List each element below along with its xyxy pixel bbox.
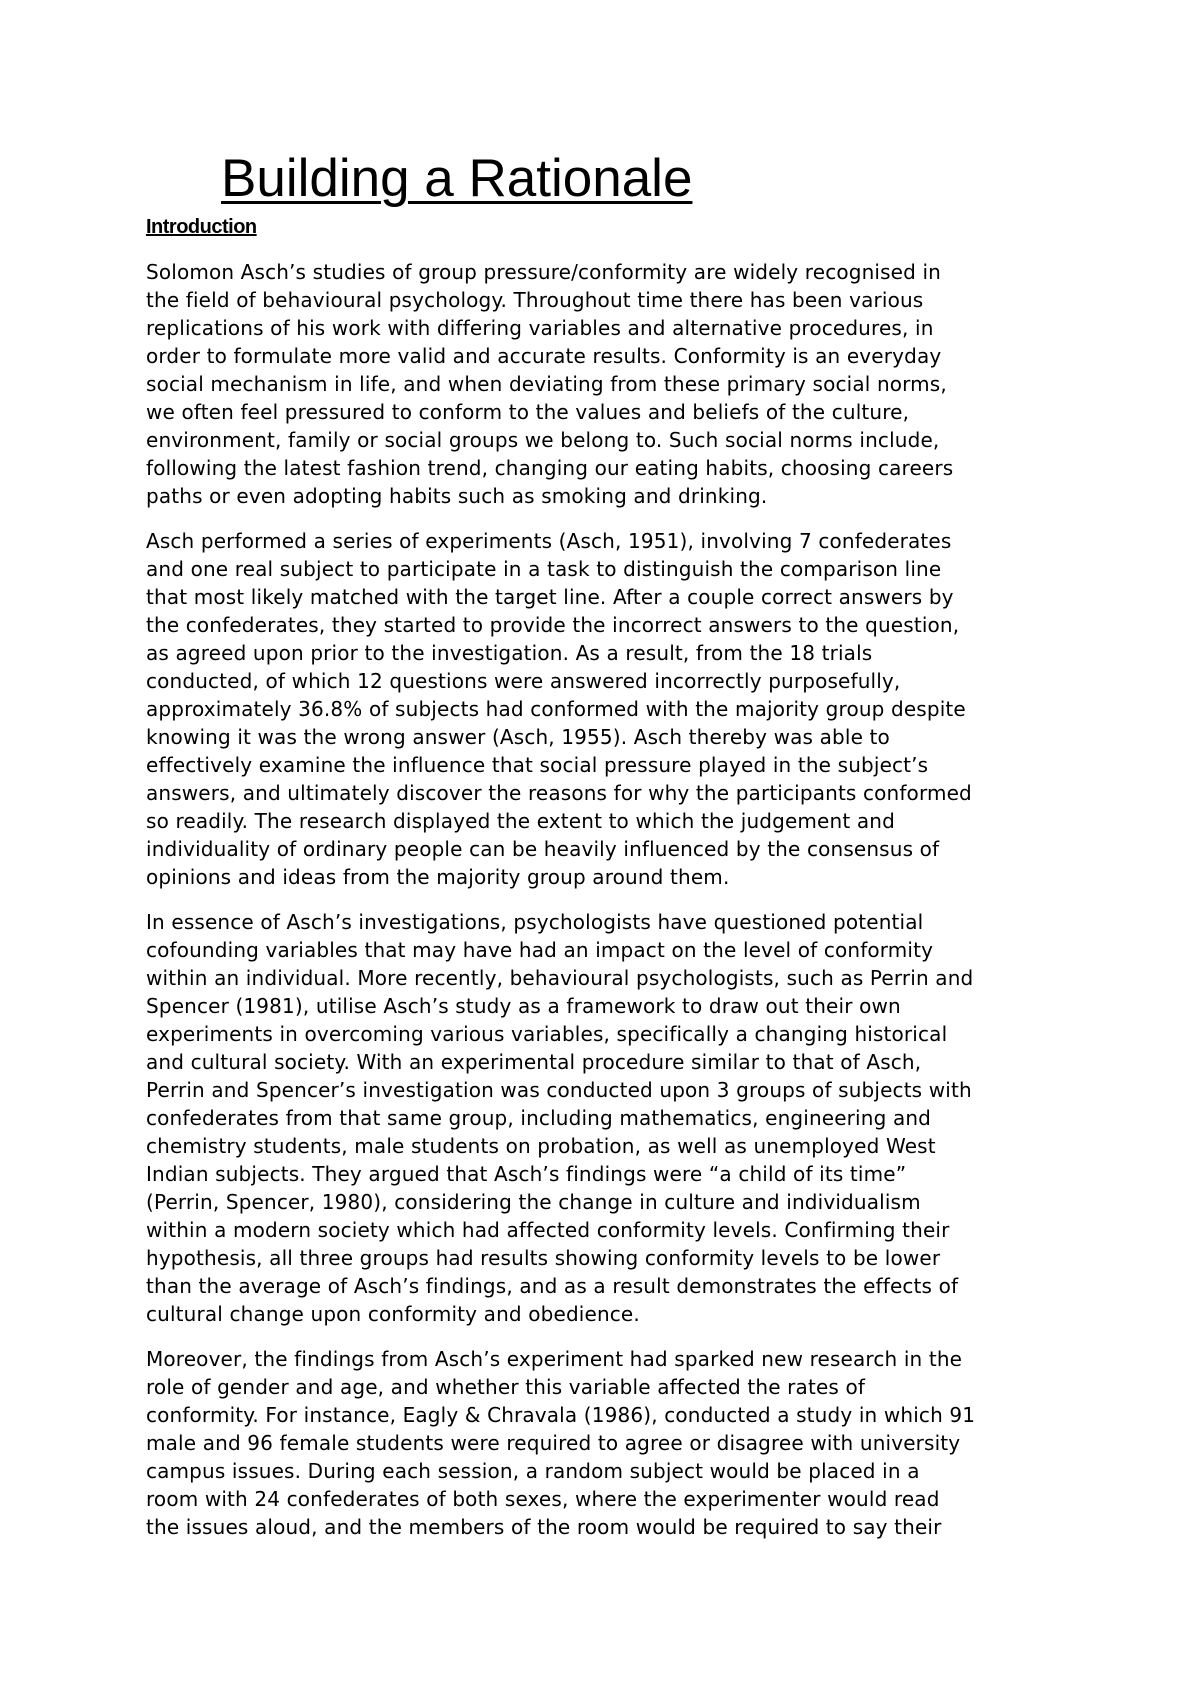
- text-line: cofounding variables that may have had an impact on the level of conformity: [146, 938, 934, 962]
- text-line: following the latest fashion trend, changing our eating habits, choosing careers: [146, 456, 954, 480]
- text-line: within an individual. More recently, behavioural psychologists, such as Perrin and: [146, 966, 974, 990]
- paragraph-1: [146, 258, 1076, 510]
- text-line: and one real subject to participate in a task to distinguish the comparison line: [146, 557, 942, 581]
- text-line: cultural change upon conformity and obedience.: [146, 1302, 640, 1326]
- text-line: knowing it was the wrong answer (Asch, 1955). Asch thereby was able to: [146, 725, 890, 749]
- text-line: that most likely matched with the target line. After a couple correct answers by: [146, 585, 954, 609]
- text-line: order to formulate more valid and accurate results. Conformity is an everyday: [146, 344, 942, 368]
- text-line: room with 24 confederates of both sexes, where the experimenter would read: [146, 1487, 940, 1511]
- text-line: as agreed upon prior to the investigation. As a result, from the 18 trials: [146, 641, 873, 665]
- section-heading: Introduction: [146, 216, 257, 238]
- text-line: conformity. For instance, Eagly & Chravala (1986), conducted a study in which 91: [146, 1403, 976, 1427]
- text-line: chemistry students, male students on probation, as well as unemployed West: [146, 1134, 936, 1158]
- text-line: individuality of ordinary people can be heavily influenced by the consensus of: [146, 837, 940, 861]
- text-line: Solomon Asch’s studies of group pressure/conformity are widely recognised in: [146, 260, 942, 284]
- text-line: conducted, of which 12 questions were answered incorrectly purposefully,: [146, 669, 901, 693]
- paragraph-4: [146, 1345, 1076, 1541]
- text-line: social mechanism in life, and when deviating from these primary social norms,: [146, 372, 947, 396]
- text-line: so readily. The research displayed the extent to which the judgement and: [146, 809, 895, 833]
- text-line: answers, and ultimately discover the reasons for why the participants conformed: [146, 781, 972, 805]
- text-line: male and 96 female students were required to agree or disagree with university: [146, 1431, 961, 1455]
- text-line: Indian subjects. They argued that Asch’s findings were “a child of its time”: [146, 1162, 907, 1186]
- paragraph-2: [146, 527, 1076, 891]
- text-line: within a modern society which had affected conformity levels. Confirming their: [146, 1218, 950, 1242]
- text-line: (Perrin, Spencer, 1980), considering the change in culture and individualism: [146, 1190, 921, 1214]
- text-line: campus issues. During each session, a random subject would be placed in a: [146, 1459, 920, 1483]
- text-line: replications of his work with differing variables and alternative procedures, in: [146, 316, 934, 340]
- text-line: the confederates, they started to provide the incorrect answers to the question,: [146, 613, 960, 637]
- text-line: Spencer (1981), utilise Asch’s study as a framework to draw out their own: [146, 994, 901, 1018]
- text-line: Asch performed a series of experiments (Asch, 1951), involving 7 confederates: [146, 529, 952, 553]
- text-line: role of gender and age, and whether this variable affected the rates of: [146, 1375, 866, 1399]
- document-title: Building a Rationale: [221, 149, 693, 208]
- paragraph-3: [146, 908, 1076, 1328]
- text-line: experiments in overcoming various variables, specifically a changing historical: [146, 1022, 948, 1046]
- text-line: environment, family or social groups we belong to. Such social norms include,: [146, 428, 940, 452]
- text-line: the field of behavioural psychology. Throughout time there has been various: [146, 288, 924, 312]
- text-line: hypothesis, all three groups had results showing conformity levels to be lower: [146, 1246, 941, 1270]
- text-line: paths or even adopting habits such as smoking and drinking.: [146, 484, 768, 508]
- text-line: confederates from that same group, including mathematics, engineering and: [146, 1106, 932, 1130]
- text-line: approximately 36.8% of subjects had conformed with the majority group despite: [146, 697, 966, 721]
- text-line: opinions and ideas from the majority group around them.: [146, 865, 730, 889]
- text-line: and cultural society. With an experimental procedure similar to that of Asch,: [146, 1050, 922, 1074]
- text-line: Perrin and Spencer’s investigation was conducted upon 3 groups of subjects with: [146, 1078, 972, 1102]
- text-line: than the average of Asch’s findings, and as a result demonstrates the effects of: [146, 1274, 959, 1298]
- body-text: [146, 258, 1076, 1558]
- text-line: In essence of Asch’s investigations, psychologists have questioned potential: [146, 910, 924, 934]
- text-line: effectively examine the influence that social pressure played in the subject’s: [146, 753, 929, 777]
- text-line: we often feel pressured to conform to the values and beliefs of the culture,: [146, 400, 910, 424]
- text-line: Moreover, the findings from Asch’s experiment had sparked new research in the: [146, 1347, 963, 1371]
- text-line: the issues aloud, and the members of the room would be required to say their: [146, 1515, 942, 1539]
